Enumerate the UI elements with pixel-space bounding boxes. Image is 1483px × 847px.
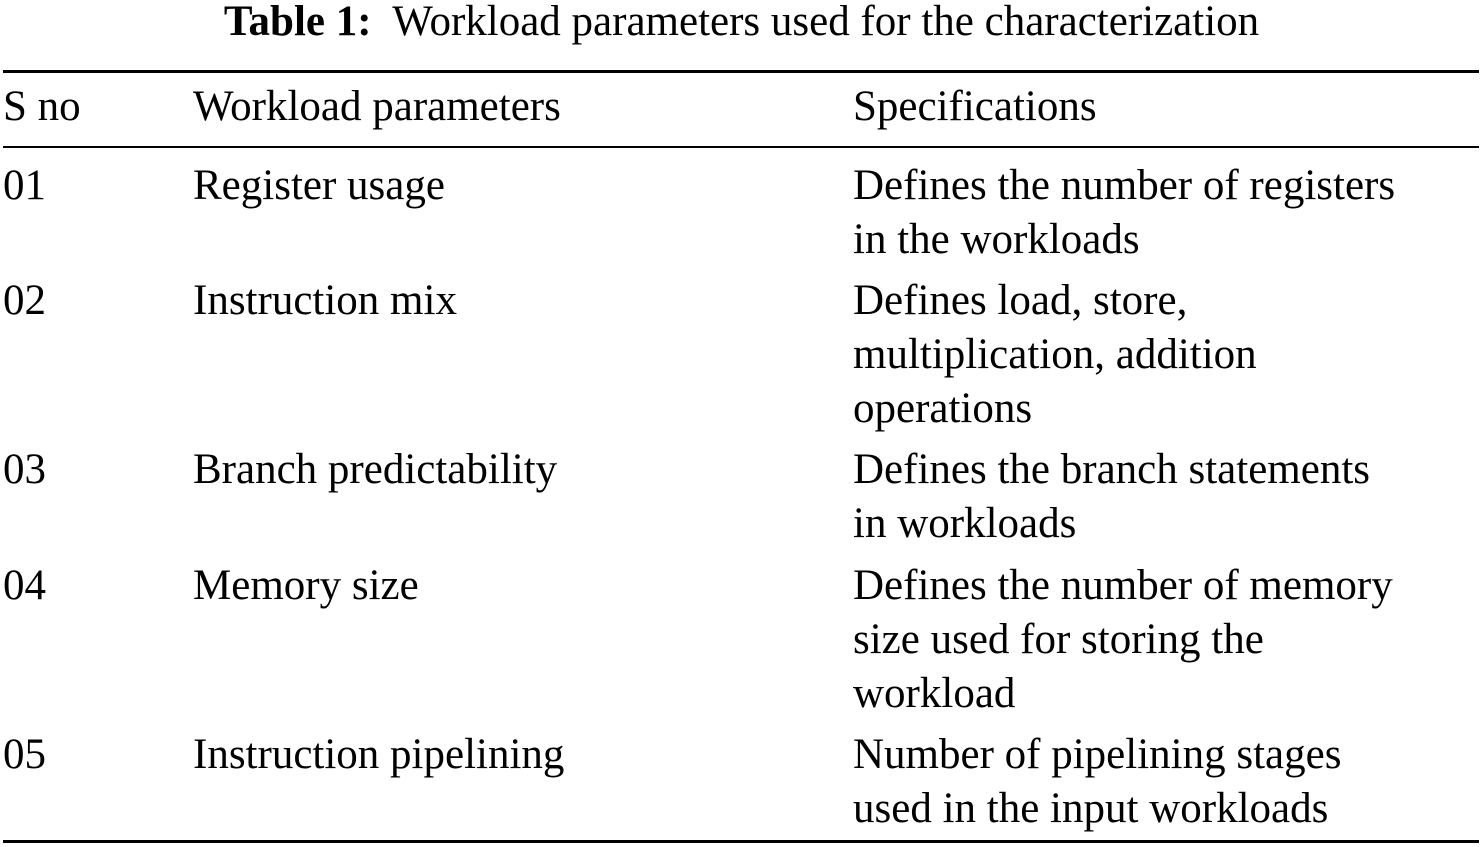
spec-line: Defines the number of registers bbox=[853, 162, 1396, 209]
header-workload-parameters: Workload parameters bbox=[193, 83, 561, 130]
table-bottom-rule bbox=[3, 840, 1479, 843]
spec-line: operations bbox=[853, 385, 1033, 432]
table-header-rule bbox=[3, 146, 1479, 148]
row-parameter: Memory size bbox=[193, 562, 419, 609]
spec-line: Defines load, store, bbox=[853, 277, 1188, 324]
row-specification bbox=[853, 728, 1341, 836]
row-specification bbox=[853, 274, 1257, 436]
spec-line: size used for storing the bbox=[853, 616, 1264, 663]
spec-line: in the workloads bbox=[853, 216, 1140, 263]
header-specifications: Specifications bbox=[853, 83, 1097, 130]
header-sno: S no bbox=[3, 83, 81, 130]
row-specification bbox=[853, 443, 1370, 551]
table-caption bbox=[0, 0, 1483, 44]
spec-line: used in the input workloads bbox=[853, 785, 1329, 832]
row-sno: 05 bbox=[3, 731, 46, 778]
row-sno: 03 bbox=[3, 446, 46, 493]
row-specification bbox=[853, 159, 1395, 267]
table-top-rule bbox=[3, 70, 1479, 73]
row-sno: 02 bbox=[3, 277, 46, 324]
spec-line: workload bbox=[853, 670, 1016, 717]
row-parameter: Instruction mix bbox=[193, 277, 457, 324]
spec-line: multiplication, addition bbox=[853, 331, 1257, 378]
row-sno: 04 bbox=[3, 562, 46, 609]
row-sno: 01 bbox=[3, 162, 46, 209]
row-parameter: Branch predictability bbox=[193, 446, 558, 493]
spec-line: Defines the branch statements bbox=[853, 446, 1371, 493]
row-parameter: Register usage bbox=[193, 162, 445, 209]
table-caption-label: Table 1: bbox=[223, 0, 372, 45]
table-caption-text: Workload parameters used for the characterization bbox=[392, 0, 1260, 45]
spec-line: in workloads bbox=[853, 500, 1077, 547]
spec-line: Number of pipelining stages bbox=[853, 731, 1342, 778]
row-parameter: Instruction pipelining bbox=[193, 731, 565, 778]
row-specification bbox=[853, 559, 1393, 721]
spec-line: Defines the number of memory bbox=[853, 562, 1393, 609]
